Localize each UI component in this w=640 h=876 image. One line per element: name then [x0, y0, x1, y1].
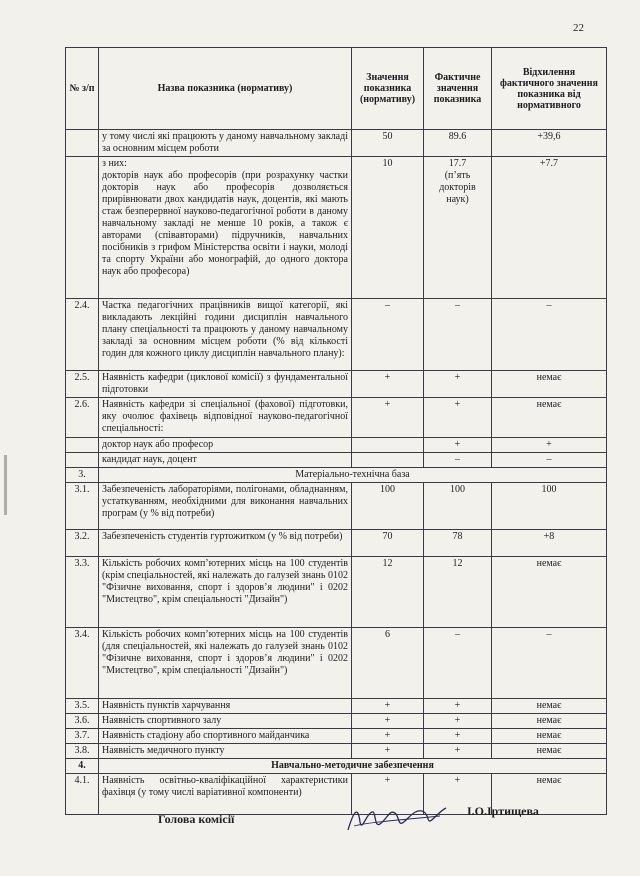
row-norm-value: 100: [352, 483, 424, 530]
table-row: [66, 157, 607, 299]
table-row: [66, 438, 607, 453]
row-num: [66, 453, 99, 468]
row-name: у тому числі які працюють у даному навчальному закладі за основним місцем роботи: [99, 130, 352, 157]
table-row: [66, 557, 607, 628]
row-actual-value: +: [424, 699, 492, 714]
row-norm-value: 6: [352, 628, 424, 699]
table-row: [66, 130, 607, 157]
signature-name: І.О.Іртищева: [467, 804, 539, 818]
table-row: [66, 628, 607, 699]
row-num: 3.3.: [66, 557, 99, 628]
row-actual-value: 12: [424, 557, 492, 628]
table-header-row: [66, 48, 607, 130]
row-deviation-value: –: [492, 299, 607, 371]
row-deviation-value: немає: [492, 774, 607, 815]
header-norm: Значення показника (нормативу): [352, 48, 424, 130]
row-name: Кількість робочих комп’ютерних місць на 100 студентів (крім спеціальностей, які належать до галузей знань 0102 "Фізичне виховання, спорт і здоров’я людини" і 0202 "Мистецтво", крім спеціальності "Дизайн"): [99, 557, 352, 628]
row-actual-value: 89.6: [424, 130, 492, 157]
row-name: доктор наук або професор: [99, 438, 352, 453]
table-row: [66, 729, 607, 744]
row-deviation-value: немає: [492, 557, 607, 628]
row-norm-value: +: [352, 774, 424, 815]
row-deviation-value: немає: [492, 714, 607, 729]
row-deviation-value: немає: [492, 699, 607, 714]
table-row: [66, 759, 607, 774]
row-deviation-value: +39,6: [492, 130, 607, 157]
row-norm-value: +: [352, 744, 424, 759]
row-name: Забезпеченість лабораторіями, полігонами, обладнанням, устаткуванням, необхідними для виконання навчальних програм (у % від потреби): [99, 483, 352, 530]
row-norm-value: +: [352, 714, 424, 729]
row-actual-value: +: [424, 729, 492, 744]
row-num: 3.4.: [66, 628, 99, 699]
header-num: № з/п: [66, 48, 99, 130]
row-deviation-value: +: [492, 438, 607, 453]
table-row: [66, 371, 607, 398]
row-name: Наявність медичного пункту: [99, 744, 352, 759]
row-actual-value: –: [424, 299, 492, 371]
row-norm-value: +: [352, 371, 424, 398]
section-title: Матеріально-технічна база: [99, 468, 607, 483]
row-deviation-value: немає: [492, 744, 607, 759]
row-name: Наявність пунктів харчування: [99, 699, 352, 714]
row-name: Наявність освітньо-кваліфікаційної характеристики фахівця (у тому числі варіативної компоненти): [99, 774, 352, 815]
table-row: [66, 744, 607, 759]
row-deviation-value: +8: [492, 530, 607, 557]
row-deviation-value: –: [492, 453, 607, 468]
row-deviation-value: –: [492, 628, 607, 699]
row-num: 2.5.: [66, 371, 99, 398]
row-actual-value: 17.7 (п’ять докторів наук): [424, 157, 492, 299]
row-deviation-value: немає: [492, 729, 607, 744]
table-row: [66, 714, 607, 729]
row-name: Наявність спортивного залу: [99, 714, 352, 729]
row-deviation-value: +7.7: [492, 157, 607, 299]
row-norm-value: [352, 438, 424, 453]
row-actual-value: +: [424, 371, 492, 398]
row-num: 4.1.: [66, 774, 99, 815]
table-row: [66, 530, 607, 557]
row-actual-value: –: [424, 628, 492, 699]
indicators-table: [65, 47, 607, 815]
row-norm-value: –: [352, 299, 424, 371]
table-row: [66, 299, 607, 371]
row-num: [66, 130, 99, 157]
table-row: [66, 468, 607, 483]
row-name: з них: докторів наук або професорів (при розрахунку частки докторів наук або професорів дозволяється прирівнювати двох кандидатів наук, доцентів, які мають стаж безперервної науково-педагогічної роботи в даному навчальному закладі не менше 10 років, а також є авторами (співавторами) підручників, навчальних посібників з грифом Міністерства освіти і науки, молоді та спорту України або монографій, до одного доктора наук або професора): [99, 157, 352, 299]
row-norm-value: +: [352, 398, 424, 438]
row-num: 3.1.: [66, 483, 99, 530]
row-actual-value: +: [424, 398, 492, 438]
section-num: 3.: [66, 468, 99, 483]
header-actual: Фактичне значення показника: [424, 48, 492, 130]
row-name: Частка педагогічних працівників вищої категорії, які викладають лекційні години дисциплін навчального плану спеціальності та працюють у даному навчальному закладі за основним місцем роботи (% від кількості годин для кожного циклу дисциплін навчального плану):: [99, 299, 352, 371]
table-row: [66, 483, 607, 530]
header-name: Назва показника (нормативу): [99, 48, 352, 130]
row-name: Наявність кафедри (циклової комісії) з фундаментальної підготовки: [99, 371, 352, 398]
row-num: [66, 438, 99, 453]
page-number: 22: [573, 22, 584, 34]
signature-block: [0, 800, 640, 860]
row-norm-value: +: [352, 699, 424, 714]
row-norm-value: 10: [352, 157, 424, 299]
row-actual-value: 100: [424, 483, 492, 530]
row-actual-value: +: [424, 714, 492, 729]
row-num: 3.5.: [66, 699, 99, 714]
row-actual-value: 78: [424, 530, 492, 557]
row-name: Наявність кафедри зі спеціальної (фахової) підготовки, яку очолює фахівець відповідної науково-педагогічної спеціальності:: [99, 398, 352, 438]
section-title: Навчально-методичне забезпечення: [99, 759, 607, 774]
row-num: 3.6.: [66, 714, 99, 729]
row-num: 3.2.: [66, 530, 99, 557]
row-num: [66, 157, 99, 299]
row-deviation-value: немає: [492, 398, 607, 438]
row-norm-value: 12: [352, 557, 424, 628]
row-actual-value: +: [424, 438, 492, 453]
row-num: 2.6.: [66, 398, 99, 438]
header-deviation: Відхилення фактичного значення показника від нормативного: [492, 48, 607, 130]
row-deviation-value: немає: [492, 371, 607, 398]
row-norm-value: 70: [352, 530, 424, 557]
row-actual-value: +: [424, 744, 492, 759]
row-deviation-value: 100: [492, 483, 607, 530]
row-name: Забезпеченість студентів гуртожитком (у % від потреби): [99, 530, 352, 557]
row-name: Кількість робочих комп’ютерних місць на 100 студентів (для спеціальностей, які належать до галузей знань 0102 "Фізичне виховання, спорт і здоров’я людини" і 0202 "Мистецтво", крім спеціальності "Дизайн"): [99, 628, 352, 699]
row-name: кандидат наук, доцент: [99, 453, 352, 468]
row-norm-value: +: [352, 729, 424, 744]
table-row: [66, 398, 607, 438]
row-actual-value: +: [424, 774, 492, 815]
signature-title: Голова комісії: [158, 812, 235, 826]
row-num: 2.4.: [66, 299, 99, 371]
row-actual-value: –: [424, 453, 492, 468]
row-name: Наявність стадіону або спортивного майданчика: [99, 729, 352, 744]
scan-edge-mark: [4, 455, 7, 515]
row-num: 3.7.: [66, 729, 99, 744]
table-row: [66, 699, 607, 714]
row-norm-value: [352, 453, 424, 468]
row-num: 3.8.: [66, 744, 99, 759]
row-norm-value: 50: [352, 130, 424, 157]
handwritten-signature: [340, 800, 450, 840]
table-row: [66, 453, 607, 468]
section-num: 4.: [66, 759, 99, 774]
